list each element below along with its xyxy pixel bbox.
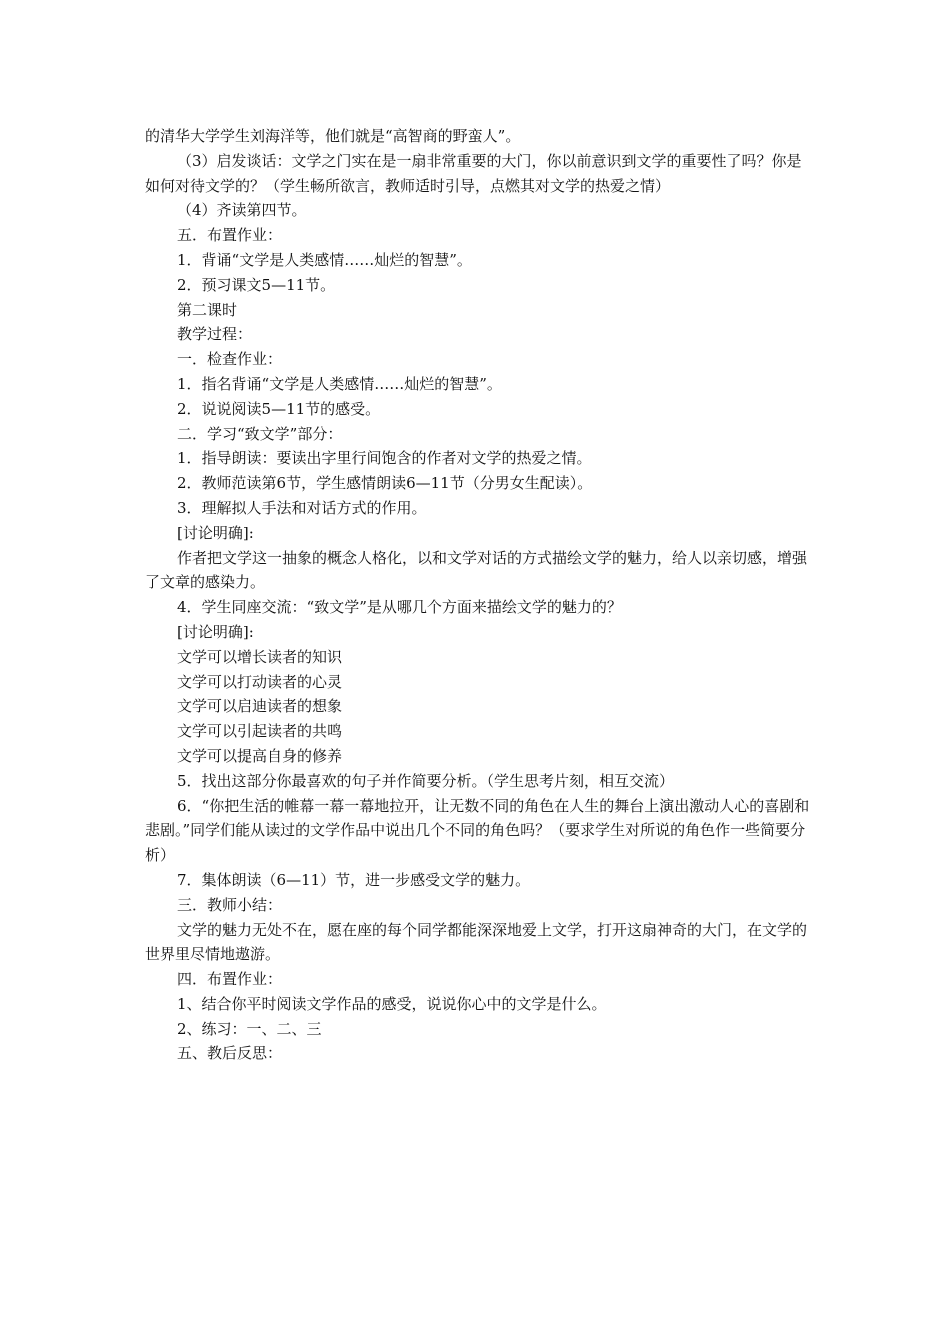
list-item: 5．找出这部分你最喜欢的句子并作简要分析。（学生思考片刻，相互交流） — [177, 771, 675, 790]
list-item: 1、结合你平时阅读文学作品的感受，说说你心中的文学是什么。 — [177, 994, 607, 1013]
list-item: 2．说说阅读5—11节的感受。 — [177, 399, 381, 418]
list-item: 文学可以启迪读者的想象 — [177, 697, 343, 716]
list-item: 2、练习：一、二、三 — [177, 1019, 322, 1038]
list-item: 1．指名背诵“文学是人类感情……灿烂的智慧”。 — [177, 374, 502, 393]
discussion-label: [讨论明确]: — [177, 523, 254, 542]
list-item: 文学可以增长读者的知识 — [177, 647, 343, 666]
section-heading: 二．学习“致文学”部分： — [177, 424, 343, 443]
paragraph: （4）齐读第四节。 — [177, 201, 307, 220]
list-item: 1．指导朗读：要读出字里行间饱含的作者对文学的热爱之情。 — [177, 449, 592, 468]
section-heading: 五．布置作业： — [177, 226, 283, 245]
paragraph: 的清华大学学生刘海洋等，他们就是“高智商的野蛮人”。 — [145, 127, 521, 145]
list-item: 文学可以提高自身的修养 — [177, 746, 343, 765]
list-item: 1．背诵“文学是人类感情……灿烂的智慧”。 — [177, 250, 472, 269]
discussion-label: [讨论明确]: — [177, 622, 254, 641]
list-item: 2．预习课文5—11节。 — [177, 275, 336, 294]
section-heading: 三．教师小结： — [177, 895, 283, 914]
document-page — [145, 124, 810, 1066]
section-heading: 一．检查作业： — [177, 350, 283, 369]
paragraph: （3）启发谈话：文学之门实在是一扇非常重要的大门，你以前意识到文学的重要性了吗？你是如何对待文学的？（学生畅所欲言，教师适时引导，点燃其对文学的热爱之情） — [145, 151, 802, 195]
section-heading: 五、教后反思： — [177, 1044, 283, 1063]
list-item: 文学可以引起读者的共鸣 — [177, 722, 343, 741]
list-item: 6．“你把生活的帷幕一幕一幕地拉开，让无数不同的角色在人生的舞台上演出激动人心的喜剧和悲剧。”同学们能从读过的文学作品中说出几个不同的角色吗？（要求学生对所说的角色作一些简要分析） — [145, 796, 810, 865]
lesson-heading: 第二课时 — [177, 300, 238, 319]
list-item: 2．教师范读第6节，学生感情朗读6—11节（分男女生配读）。 — [177, 474, 593, 493]
list-item: 7．集体朗读（6—11）节，进一步感受文学的魅力。 — [177, 870, 531, 889]
paragraph: 作者把文学这一抽象的概念人格化，以和文学对话的方式描绘文学的魅力，给人以亲切感，增强了文章的感染力。 — [145, 548, 808, 592]
list-item: 3．理解拟人手法和对话方式的作用。 — [177, 498, 427, 517]
section-heading: 四．布置作业： — [177, 970, 283, 989]
paragraph: 文学的魅力无处不在，愿在座的每个同学都能深深地爱上文学，打开这扇神奇的大门，在文学的世界里尽情地遨游。 — [145, 920, 808, 964]
section-heading: 教学过程： — [177, 325, 253, 344]
list-item: 文学可以打动读者的心灵 — [177, 672, 343, 691]
list-item: 4．学生同座交流：“致文学”是从哪几个方面来描绘文学的魅力的？ — [177, 598, 622, 617]
